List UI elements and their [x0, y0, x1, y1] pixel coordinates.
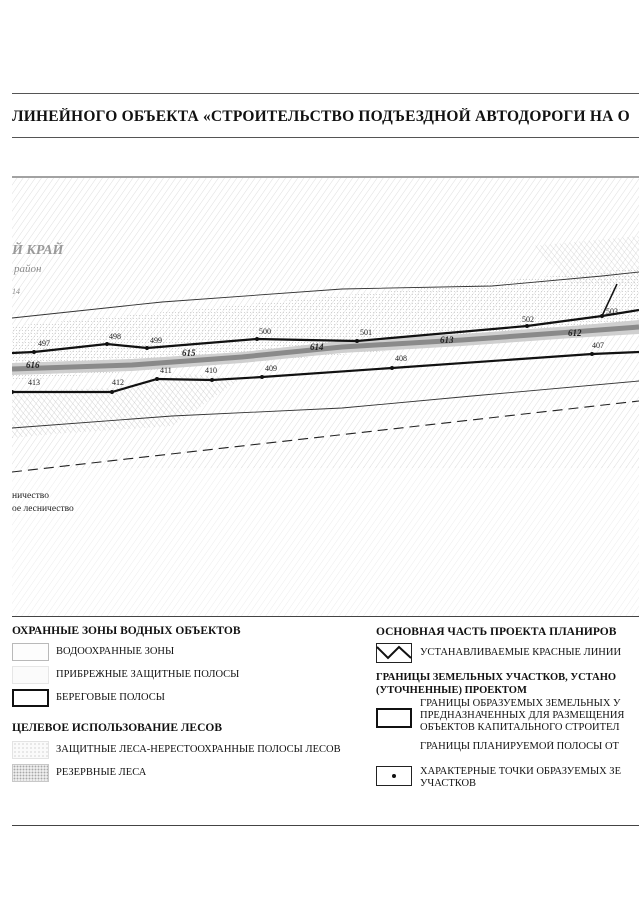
swatch-reserve-forest: [12, 764, 49, 782]
frame-bottom-rule: [12, 825, 639, 826]
legend-parcels-heading-1: ГРАНИЦЫ ЗЕМЕЛЬНЫХ УЧАСТКОВ, УСТАНО: [376, 672, 617, 683]
point-label-410: 410: [205, 366, 217, 375]
legend-item-formed-parcels: [376, 698, 639, 734]
segment-label-616: 616: [26, 360, 40, 370]
point-label-411: 411: [160, 366, 172, 375]
swatch-water-protection: [12, 643, 49, 661]
legend-item-protective-forest: [12, 741, 341, 759]
legend-item-red-lines: [376, 643, 639, 663]
point-label-500: 500: [259, 327, 271, 336]
legend-item-planned-strip: [376, 740, 639, 754]
swatch-red-lines: [376, 643, 412, 663]
red-lines-icon: [376, 643, 412, 663]
legend-label: ОБЪЕКТОВ КАПИТАЛЬНОГО СТРОИТЕЛ: [420, 722, 620, 733]
point-label-502: 502: [522, 315, 534, 324]
legend-label: УСТАНАВЛИВАЕМЫЕ КРАСНЫЕ ЛИНИИ: [420, 647, 622, 658]
page-title: ЛИНЕЙНОГО ОБЪЕКТА «СТРОИТЕЛЬСТВО ПОДЪЕЗДНОЙ АВТОДОРОГИ НА О: [12, 108, 630, 125]
legend-forest-heading: ЦЕЛЕВОЕ ИСПОЛЬЗОВАНИЕ ЛЕСОВ: [12, 722, 223, 734]
segment-label-613: 613: [440, 335, 454, 345]
district-label: район: [14, 263, 42, 275]
legend-label: ВОДООХРАННЫЕ ЗОНЫ: [56, 646, 175, 657]
legend-label: ЗАЩИТНЫЕ ЛЕСА-НЕРЕСТООХРАННЫЕ ПОЛОСЫ ЛЕСОВ: [56, 744, 341, 755]
swatch-coastal-strips: [12, 666, 49, 684]
point-label-497: 497: [38, 339, 50, 348]
legend-label: РЕЗЕРВНЫЕ ЛЕСА: [56, 767, 147, 778]
point-icon: [392, 774, 396, 778]
legend-label: ГРАНИЦЫ ПЛАНИРУЕМОЙ ПОЛОСЫ ОТ: [420, 741, 619, 752]
legend-label: ХАРАКТЕРНЫЕ ТОЧКИ ОБРАЗУЕМЫХ ЗЕ: [420, 766, 621, 777]
legend-label: ПРИБРЕЖНЫЕ ЗАЩИТНЫЕ ПОЛОСЫ: [56, 669, 240, 680]
legend-item-water-protection: [12, 643, 174, 661]
legend-label: ПРЕДНАЗНАЧЕННЫХ ДЛЯ РАЗМЕЩЕНИЯ: [420, 710, 625, 721]
segment-label-615: 615: [182, 348, 196, 358]
point-label-408: 408: [395, 354, 407, 363]
map-drawing: [12, 176, 639, 616]
frame-rule-under-title: [12, 137, 639, 138]
legend-label-group: [420, 766, 639, 790]
segment-label-614: 614: [310, 342, 324, 352]
legend-label: БЕРЕГОВЫЕ ПОЛОСЫ: [56, 692, 165, 703]
terrain-hatch-lower: [12, 466, 639, 616]
swatch-planned-strip: [376, 740, 412, 754]
legend-item-shore-strips: [12, 689, 165, 707]
swatch-shore-strips: [12, 689, 49, 707]
swatch-protective-forest: [12, 741, 49, 759]
map-small-label: 14: [12, 287, 20, 296]
legend-water-heading: ОХРАННЫЕ ЗОНЫ ВОДНЫХ ОБЪЕКТОВ: [12, 625, 241, 637]
forestry-label-1: ничество: [12, 491, 49, 501]
region-label: Й КРАЙ: [12, 243, 64, 258]
forestry-label-2: ое лесничество: [12, 504, 74, 514]
frame-top-rule: [12, 93, 639, 94]
legend-label: ГРАНИЦЫ ОБРАЗУЕМЫХ ЗЕМЕЛЬНЫХ У: [420, 698, 621, 709]
legend-item-characteristic-points: [376, 766, 639, 790]
point-label-499: 499: [150, 336, 162, 345]
point-label-412: 412: [112, 378, 124, 387]
swatch-characteristic-points: [376, 766, 412, 786]
legend-item-reserve-forest: [12, 764, 146, 782]
point-label-407: 407: [592, 341, 604, 350]
legend-main-heading: ОСНОВНАЯ ЧАСТЬ ПРОЕКТА ПЛАНИРОВ: [376, 626, 617, 638]
point-label-498: 498: [109, 332, 121, 341]
legend-parcels-heading-2: (УТОЧНЕННЫЕ) ПРОЕКТОМ: [376, 685, 527, 696]
legend-label: УЧАСТКОВ: [420, 778, 477, 789]
point-label-409: 409: [265, 364, 277, 373]
legend-label-group: [420, 698, 639, 734]
map-area: [12, 176, 639, 616]
point-label-501: 501: [360, 328, 372, 337]
legend-item-coastal-strips: [12, 666, 239, 684]
legend-top-rule: [12, 616, 639, 617]
point-label-503: 503: [606, 307, 618, 316]
segment-label-612: 612: [568, 328, 582, 338]
swatch-formed-parcels: [376, 708, 412, 728]
point-label-413: 413: [28, 378, 40, 387]
